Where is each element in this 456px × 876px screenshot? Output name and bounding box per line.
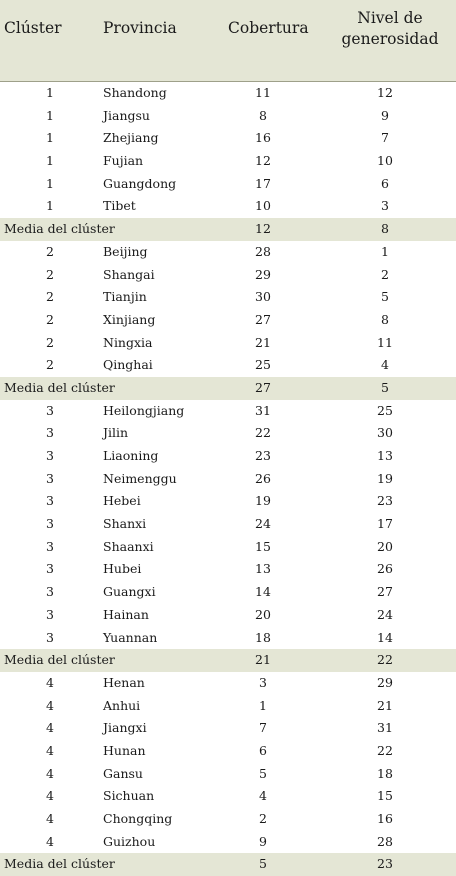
table-body — [0, 82, 456, 876]
coverage-cell: 12 — [255, 153, 271, 169]
header-generosity-line2: generosidad — [341, 30, 439, 48]
cluster-cell: 2 — [46, 334, 54, 350]
generosity-cell: 31 — [377, 720, 393, 736]
coverage-cell: 29 — [255, 266, 271, 282]
province-cell: Shandong — [103, 85, 167, 100]
coverage-cell: 26 — [255, 470, 271, 486]
province-cell: Jiangsu — [103, 107, 150, 123]
generosity-cell: 11 — [377, 334, 393, 350]
mean-generosity-cell: 23 — [377, 856, 393, 872]
province-cell: Qinghai — [103, 357, 153, 373]
table-row — [0, 808, 456, 831]
cluster-cell: 3 — [46, 470, 54, 486]
table-row — [0, 400, 456, 423]
cluster-cell: 2 — [46, 243, 54, 259]
table-row — [0, 264, 456, 287]
province-cell: Xinjiang — [103, 311, 156, 327]
cluster-cell: 3 — [46, 402, 54, 418]
cluster-cell: 4 — [46, 674, 54, 690]
generosity-cell: 22 — [377, 742, 393, 758]
header-generosity — [338, 8, 442, 50]
generosity-cell: 3 — [381, 198, 389, 214]
mean-coverage-cell: 12 — [255, 221, 271, 237]
cluster-cell: 3 — [46, 538, 54, 554]
coverage-cell: 24 — [255, 516, 271, 532]
province-cell: Heilongjiang — [103, 402, 185, 418]
table-row — [0, 105, 456, 128]
table-row — [0, 445, 456, 468]
table-row — [0, 740, 456, 763]
table-row — [0, 717, 456, 740]
cluster-cell: 3 — [46, 606, 54, 622]
table-row — [0, 150, 456, 173]
coverage-cell: 2 — [259, 811, 267, 826]
generosity-cell: 9 — [381, 107, 389, 123]
province-cell: Hainan — [103, 606, 149, 622]
coverage-cell: 13 — [255, 561, 271, 577]
table-row — [0, 195, 456, 218]
coverage-cell: 25 — [255, 357, 271, 373]
province-cell: Tibet — [103, 198, 136, 214]
cluster-cell: 1 — [46, 85, 54, 100]
cluster-cell: 1 — [46, 198, 54, 214]
generosity-cell: 19 — [377, 470, 393, 486]
province-cell: Ningxia — [103, 334, 153, 350]
table-row — [0, 785, 456, 808]
header-province: Provincia — [103, 19, 177, 37]
generosity-cell: 23 — [377, 493, 393, 509]
province-cell: Sichuan — [103, 788, 155, 804]
province-cell: Shangai — [103, 266, 155, 282]
table-row — [0, 513, 456, 536]
cluster-cell: 3 — [46, 561, 54, 577]
table-row — [0, 127, 456, 150]
cluster-mean-row — [0, 377, 456, 400]
mean-coverage-cell: 21 — [255, 652, 271, 668]
generosity-cell: 24 — [377, 606, 393, 622]
cluster-cell: 3 — [46, 516, 54, 532]
cluster-cell: 3 — [46, 425, 54, 441]
province-cell: Jilin — [103, 425, 129, 441]
coverage-cell: 3 — [259, 674, 267, 690]
generosity-cell: 21 — [377, 697, 393, 713]
generosity-cell: 8 — [381, 311, 389, 327]
generosity-cell: 29 — [377, 674, 393, 690]
province-cell: Liaoning — [103, 448, 159, 463]
table-row — [0, 332, 456, 355]
mean-coverage-cell: 27 — [255, 379, 271, 395]
generosity-cell: 25 — [377, 402, 393, 418]
mean-generosity-cell: 8 — [381, 221, 389, 237]
province-cell: Guangxi — [103, 584, 156, 600]
coverage-cell: 30 — [255, 289, 271, 305]
province-cell: Guangdong — [103, 175, 177, 191]
generosity-cell: 1 — [381, 243, 389, 259]
coverage-cell: 5 — [259, 765, 267, 781]
coverage-cell: 20 — [255, 606, 271, 622]
header-cluster: Clúster — [4, 19, 62, 37]
cluster-cell: 4 — [46, 833, 54, 849]
cluster-cell: 4 — [46, 811, 54, 826]
table-row — [0, 558, 456, 581]
generosity-cell: 15 — [377, 788, 393, 804]
generosity-cell: 12 — [377, 85, 393, 100]
province-cell: Fujian — [103, 153, 144, 169]
table-header — [0, 0, 456, 82]
generosity-cell: 18 — [377, 765, 393, 781]
table-row — [0, 468, 456, 491]
generosity-cell: 7 — [381, 130, 389, 146]
province-cell: Zhejiang — [103, 130, 159, 146]
coverage-cell: 16 — [255, 130, 271, 146]
cluster-cell: 4 — [46, 788, 54, 804]
cluster-mean-row — [0, 649, 456, 672]
province-cell: Hebei — [103, 493, 141, 509]
cluster-cell: 3 — [46, 584, 54, 600]
coverage-cell: 10 — [255, 198, 271, 214]
header-coverage: Cobertura — [228, 19, 309, 37]
table-row — [0, 309, 456, 332]
coverage-cell: 21 — [255, 334, 271, 350]
province-cell: Tianjin — [103, 289, 147, 305]
coverage-cell: 18 — [255, 629, 271, 645]
cluster-mean-row — [0, 853, 456, 876]
cluster-cell: 4 — [46, 697, 54, 713]
mean-label: Media del clúster — [4, 856, 115, 872]
mean-label: Media del clúster — [4, 652, 115, 668]
coverage-cell: 7 — [259, 720, 267, 736]
coverage-cell: 27 — [255, 311, 271, 327]
province-cell: Shaanxi — [103, 538, 154, 554]
coverage-cell: 15 — [255, 538, 271, 554]
cluster-cell: 3 — [46, 493, 54, 509]
coverage-cell: 8 — [259, 107, 267, 123]
province-cell: Anhui — [103, 697, 141, 713]
mean-coverage-cell: 5 — [259, 856, 267, 872]
generosity-cell: 16 — [377, 811, 393, 826]
generosity-cell: 17 — [377, 516, 393, 532]
table-row — [0, 672, 456, 695]
province-cell: Beijing — [103, 243, 148, 259]
cluster-cell: 4 — [46, 765, 54, 781]
generosity-cell: 6 — [381, 175, 389, 191]
province-cell: Henan — [103, 674, 145, 690]
coverage-cell: 9 — [259, 833, 267, 849]
table-row — [0, 536, 456, 559]
mean-label: Media del clúster — [4, 221, 115, 237]
province-cell: Hubei — [103, 561, 142, 577]
cluster-cell: 4 — [46, 720, 54, 736]
coverage-cell: 1 — [259, 697, 267, 713]
cluster-cell: 2 — [46, 289, 54, 305]
cluster-cell: 2 — [46, 357, 54, 373]
cluster-cell: 2 — [46, 266, 54, 282]
province-cell: Guizhou — [103, 833, 156, 849]
cluster-cell: 1 — [46, 107, 54, 123]
table-row — [0, 354, 456, 377]
table-row — [0, 695, 456, 718]
generosity-cell: 30 — [377, 425, 393, 441]
generosity-cell: 4 — [381, 357, 389, 373]
coverage-cell: 28 — [255, 243, 271, 259]
province-cell: Shanxi — [103, 516, 147, 532]
table-row — [0, 604, 456, 627]
table-row — [0, 286, 456, 309]
table-row — [0, 241, 456, 264]
coverage-cell: 14 — [255, 584, 271, 600]
coverage-cell: 23 — [255, 448, 271, 463]
cluster-cell: 4 — [46, 742, 54, 758]
province-cell: Jiangxi — [103, 720, 147, 736]
province-cell: Neimenggu — [103, 470, 177, 486]
cluster-mean-row — [0, 218, 456, 241]
table-row — [0, 490, 456, 513]
province-cell: Gansu — [103, 765, 143, 781]
province-cell: Yuannan — [103, 629, 158, 645]
generosity-cell: 5 — [381, 289, 389, 305]
cluster-cell: 1 — [46, 130, 54, 146]
generosity-cell: 20 — [377, 538, 393, 554]
mean-generosity-cell: 22 — [377, 652, 393, 668]
coverage-cell: 11 — [255, 85, 271, 100]
coverage-cell: 6 — [259, 742, 267, 758]
cluster-cell: 3 — [46, 448, 54, 463]
table-row — [0, 763, 456, 786]
coverage-cell: 19 — [255, 493, 271, 509]
coverage-cell: 4 — [259, 788, 267, 804]
table-row — [0, 627, 456, 650]
province-cell: Hunan — [103, 742, 146, 758]
mean-label: Media del clúster — [4, 379, 115, 395]
cluster-cell: 1 — [46, 153, 54, 169]
mean-generosity-cell: 5 — [381, 379, 389, 395]
generosity-cell: 13 — [377, 448, 393, 463]
table-row — [0, 581, 456, 604]
generosity-cell: 28 — [377, 833, 393, 849]
generosity-cell: 26 — [377, 561, 393, 577]
header-generosity-line1: Nivel de — [357, 9, 423, 27]
generosity-cell: 27 — [377, 584, 393, 600]
cluster-cell: 3 — [46, 629, 54, 645]
table-row — [0, 82, 456, 105]
coverage-cell: 17 — [255, 175, 271, 191]
table-row — [0, 173, 456, 196]
generosity-cell: 2 — [381, 266, 389, 282]
cluster-cell: 1 — [46, 175, 54, 191]
cluster-cell: 2 — [46, 311, 54, 327]
province-cell: Chongqing — [103, 811, 173, 826]
generosity-cell: 14 — [377, 629, 393, 645]
generosity-cell: 10 — [377, 153, 393, 169]
table-row — [0, 422, 456, 445]
coverage-cell: 31 — [255, 402, 271, 418]
coverage-cell: 22 — [255, 425, 271, 441]
